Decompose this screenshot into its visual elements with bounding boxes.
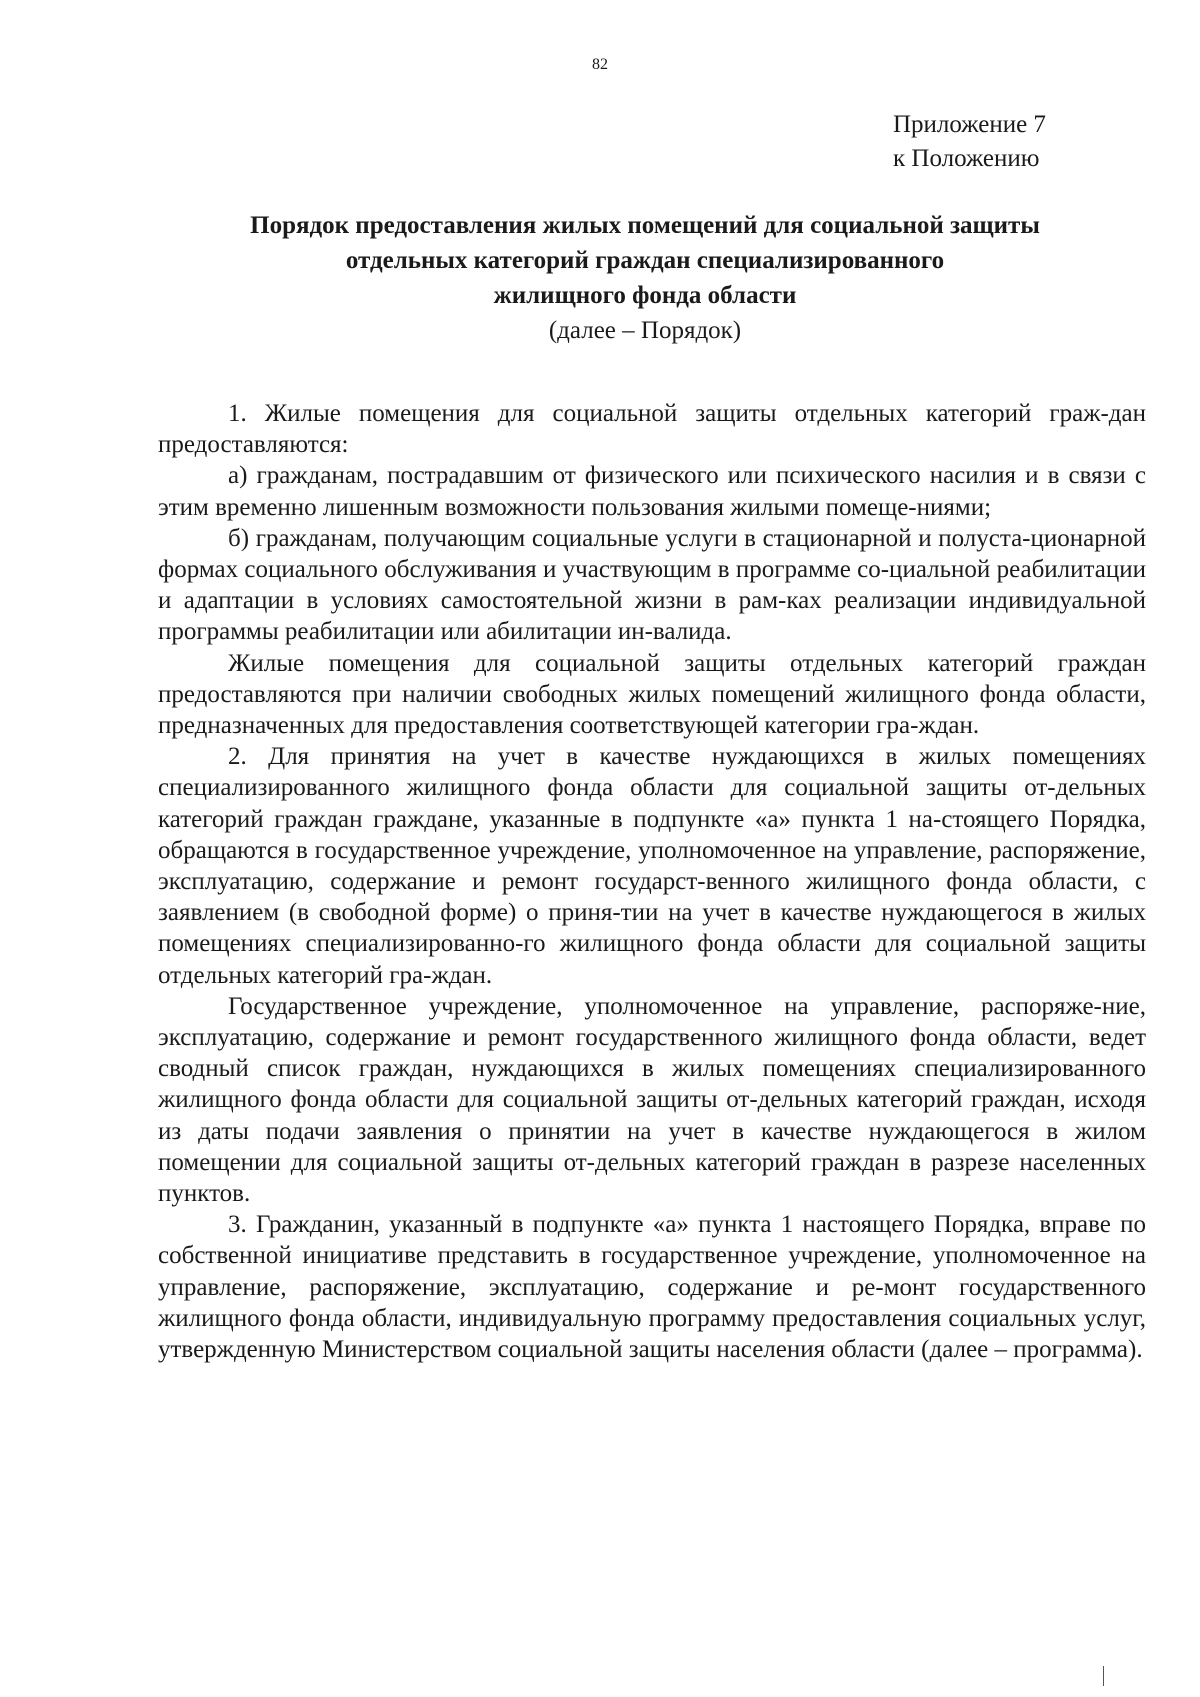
- appendix-reference: [893, 108, 1046, 176]
- paragraph-3: 3. Гражданин, указанный в подпункте «а» пункта 1 настоящего Порядка, вправе по собственной инициативе представить в государственное учреждение, уполномоченное на управление, распоряжение, эксплуатацию, содержание и ре-монт государственного жилищного фонда области, индивидуальную программу предоставления социальных услуг, утвержденную Министерством социальной защиты населения области (далее – программа).: [158, 1211, 1146, 1364]
- page-number: 82: [592, 56, 608, 73]
- paragraph-1a: а) гражданам, пострадавшим от физического или психического насилия и в связи с этим временно лишенным возможности пользования жилыми помеще-ниями;: [158, 462, 1146, 521]
- paragraph-1-note: Жилые помещения для социальной защиты отдельных категорий граждан предоставляются при наличии свободных жилых помещений жилищного фонда области, предназначенных для предоставления соответствующей категории гра-ждан.: [158, 649, 1146, 740]
- paragraph-2: 2. Для принятия на учет в качестве нуждающихся в жилых помещениях специализированного жилищного фонда области для социальной защиты от-дельных категорий граждан граждане, указанные в подпункте «а» пункта 1 на-стоящего Порядка, обращаются в государственное учреждение, уполномоченное на управление, распоряжение, эксплуатацию, содержание и ремонт государст-венного жилищного фонда области, с заявлением (в свободной форме) о приня-тии на учет в качестве нуждающегося в жилых помещениях специализированно-го жилищного фонда области для социальной защиты отдельных категорий гра-ждан.: [158, 743, 1146, 989]
- paragraph-1: 1. Жилые помещения для социальной защиты отдельных категорий граж-дан предоставляются:: [158, 400, 1146, 459]
- title-abbreviation: (далее – Порядок): [548, 317, 742, 344]
- appendix-line-2: к Положению: [893, 145, 1040, 172]
- title-line-2: отдельных категорий граждан специализированного: [345, 247, 945, 274]
- appendix-line-1: Приложение 7: [893, 111, 1046, 138]
- scan-margin-mark: [1103, 1666, 1104, 1686]
- paragraph-1b: б) гражданам, получающим социальные услуги в стационарной и полуста-ционарной формах социального обслуживания и участвующим в программе со-циальной реабилитации и адаптации в условиях самостоятельной жизни в рам-ках реализации индивидуальной программы реабилитации или абилитации ин-валида.: [158, 524, 1146, 646]
- paragraph-2-note: Государственное учреждение, уполномоченное на управление, распоряже-ние, эксплуатацию, содержание и ремонт государственного жилищного фонда области, ведет сводный список граждан, нуждающихся в жилых помещениях специализированного жилищного фонда области для социальной защиты от-дельных категорий граждан, исходя из даты подачи заявления о принятии на учет в качестве нуждающегося в жилом помещении для социальной защиты от-дельных категорий граждан в разрезе населенных пунктов.: [158, 992, 1146, 1208]
- title-line-3: жилищного фонда области: [493, 282, 797, 309]
- document-title: [150, 208, 1140, 348]
- document-body: [158, 398, 1146, 1365]
- title-line-1: Порядок предоставления жилых помещений для социальной защиты: [250, 212, 1040, 239]
